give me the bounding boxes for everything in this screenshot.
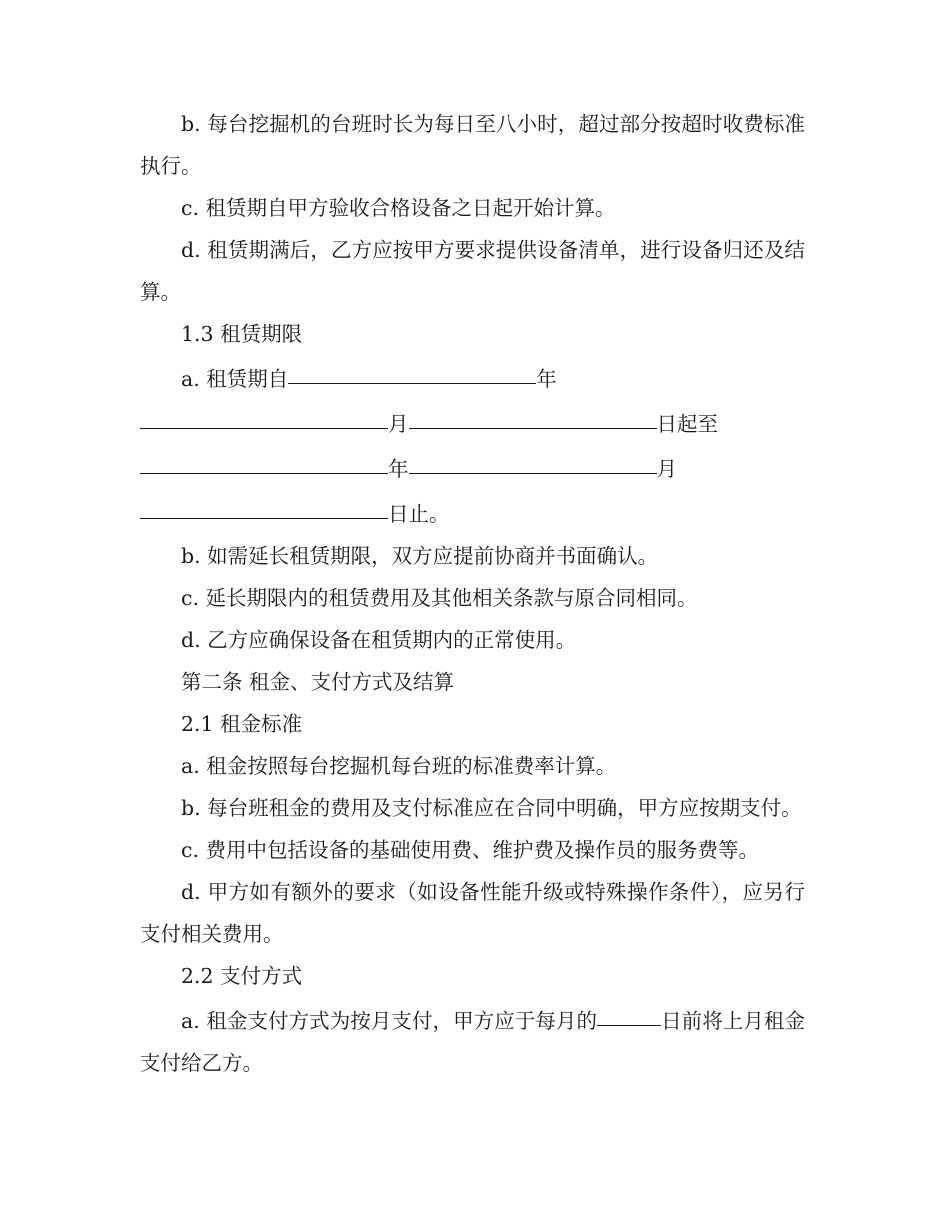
paragraph-payment-method xyxy=(140,997,805,1084)
paragraph-extension-terms: c. 延长期限内的租赁费用及其他相关条款与原合同相同。 xyxy=(181,586,698,610)
paragraph-overtime: b. 每台挖掘机的台班时长为每日至八小时，超过部分按超时收费标准执行。 xyxy=(140,112,805,178)
paragraph-fee-items: c. 费用中包括设备的基础使用费、维护费及操作员的服务费等。 xyxy=(181,838,760,862)
payment-text-before: a. 租金支付方式为按月支付，甲方应于每月的 xyxy=(181,1009,598,1033)
lease-term-line-2 xyxy=(140,400,805,445)
paragraph-lease-end: d. 租赁期满后，乙方应按甲方要求提供设备清单，进行设备归还及结算。 xyxy=(140,238,805,304)
paragraph-payment-standard: b. 每台班租金的费用及支付标准应在合同中明确，甲方应按期支付。 xyxy=(181,796,802,820)
blank-end-day xyxy=(140,488,388,519)
blank-start-year xyxy=(288,353,536,384)
day-label-end: 日止。 xyxy=(388,502,450,526)
paragraph-extension: b. 如需延长租赁期限，双方应提前协商并书面确认。 xyxy=(181,544,659,568)
document-body xyxy=(140,103,805,1084)
blank-payment-day xyxy=(597,995,661,1026)
month-label-end: 月 xyxy=(656,457,677,481)
day-label-start: 日起至 xyxy=(656,412,718,436)
article-heading-2: 第二条 租金、支付方式及结算 xyxy=(181,670,455,694)
paragraph-extra-fees: d. 甲方如有额外的要求（如设备性能升级或特殊操作条件），应另行支付相关费用。 xyxy=(140,880,805,946)
paragraph-lease-start: c. 租赁期自甲方验收合格设备之日起开始计算。 xyxy=(181,196,616,220)
blank-end-year xyxy=(140,443,388,474)
payment-text-after: 日前将上月租金支付给乙方。 xyxy=(140,1009,805,1075)
blank-start-day xyxy=(409,398,657,429)
paragraph-rate: a. 租金按照每台挖掘机每台班的标准费率计算。 xyxy=(181,754,617,778)
blank-end-month xyxy=(409,443,657,474)
section-heading-2-1: 2.1 租金标准 xyxy=(181,712,303,736)
paragraph-normal-use: d. 乙方应确保设备在租赁期内的正常使用。 xyxy=(181,628,577,652)
lease-term-line-1 xyxy=(140,355,805,400)
section-heading-2-2: 2.2 支付方式 xyxy=(181,964,303,988)
year-label-end: 年 xyxy=(388,457,409,481)
lease-term-clause xyxy=(140,355,805,535)
blank-start-month xyxy=(140,398,388,429)
lease-term-line-4 xyxy=(140,490,805,535)
lease-term-prefix: a. 租赁期自 xyxy=(181,367,289,391)
lease-term-line-3 xyxy=(140,445,805,490)
year-label-start: 年 xyxy=(536,367,557,391)
section-heading-1-3: 1.3 租赁期限 xyxy=(181,322,303,346)
month-label-start: 月 xyxy=(388,412,409,436)
